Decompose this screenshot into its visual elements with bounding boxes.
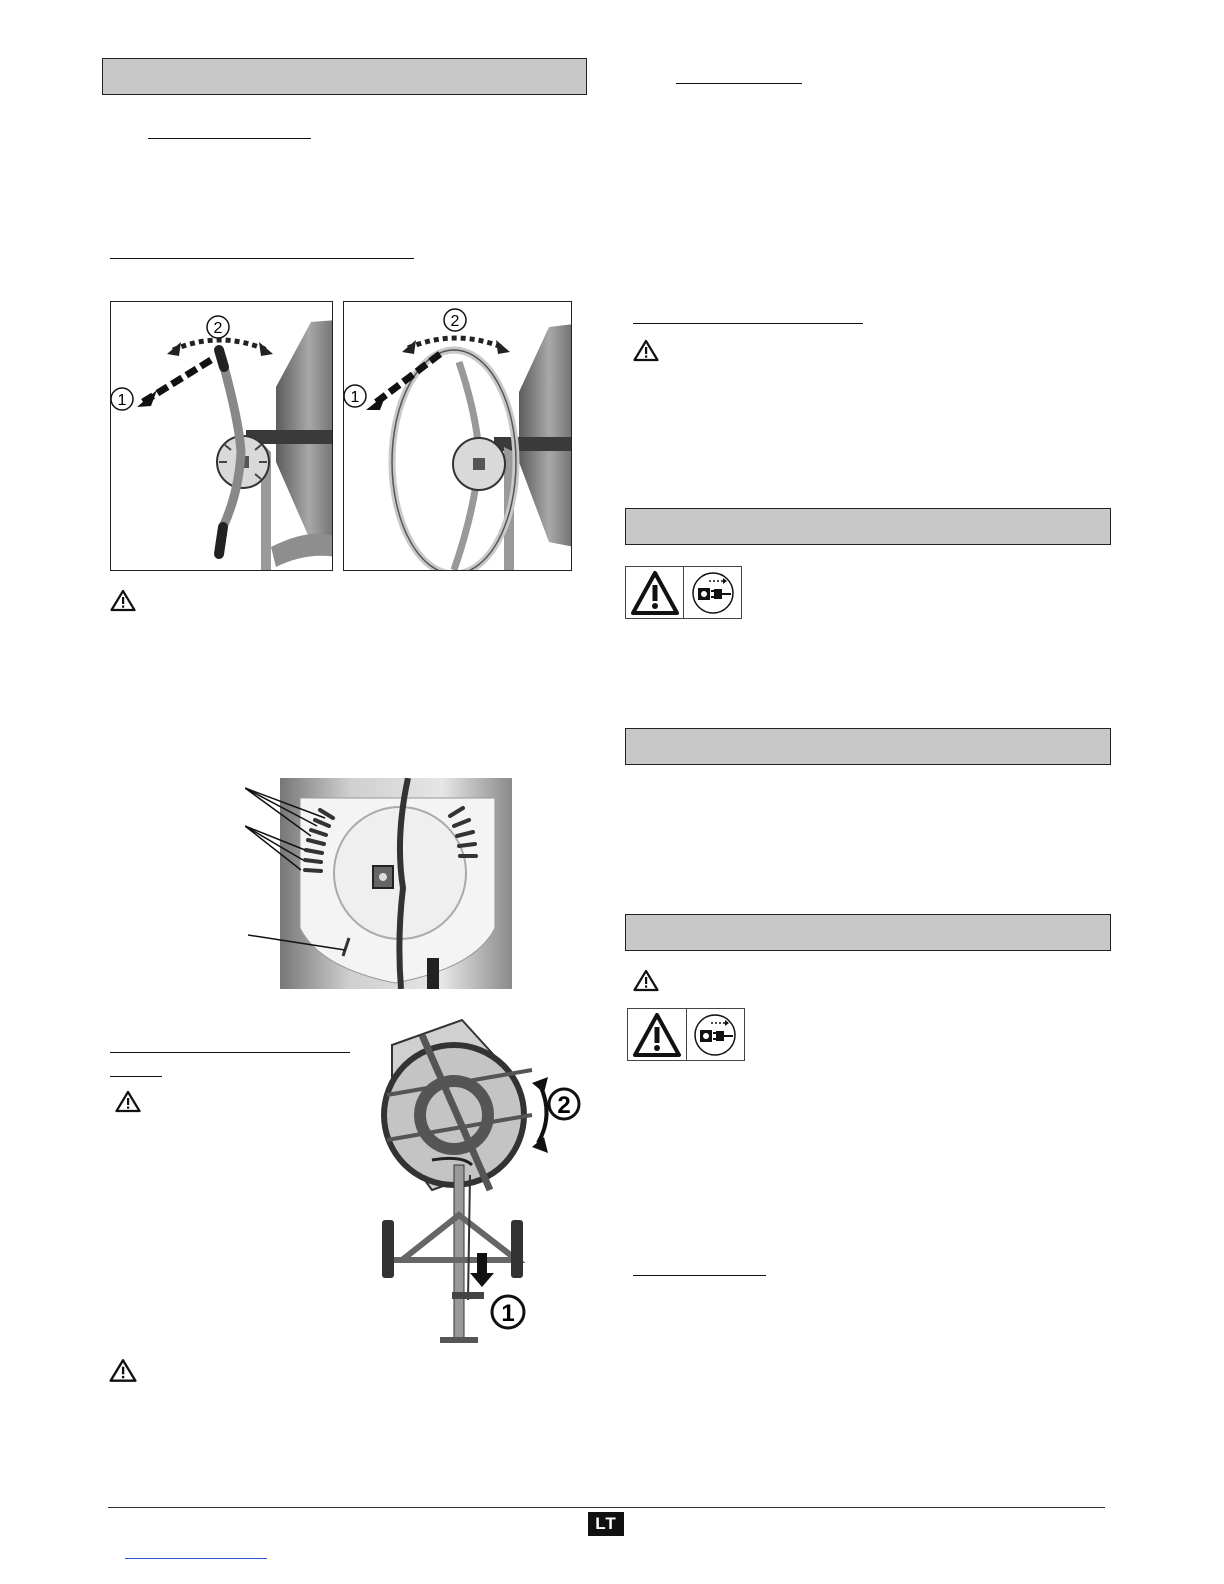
warning-triangle-icon bbox=[633, 339, 659, 362]
section-header-bar-2 bbox=[625, 508, 1111, 545]
step-2-label: 2 bbox=[450, 313, 460, 330]
warning-triangle-icon bbox=[109, 1358, 137, 1383]
unplug-sign-cell bbox=[686, 1009, 745, 1060]
language-badge: LT bbox=[588, 1512, 624, 1536]
tilt-mechanism-illustration bbox=[372, 1015, 584, 1348]
section-header-bar-4 bbox=[625, 914, 1111, 951]
figure-drum-wheel bbox=[343, 301, 572, 571]
subheading-underline bbox=[676, 83, 802, 84]
drum-wheel-illustration bbox=[344, 302, 572, 571]
subheading-underline bbox=[633, 1275, 766, 1276]
ratchet-plate-illustration bbox=[245, 778, 512, 989]
subheading-underline bbox=[110, 1052, 350, 1053]
warning-triangle-icon bbox=[632, 1012, 682, 1058]
warning-triangle-icon bbox=[630, 570, 680, 616]
safety-sign-box bbox=[625, 566, 742, 619]
subheading-underline bbox=[110, 258, 414, 259]
figure-tilt-mechanism bbox=[372, 1015, 584, 1348]
step-1-label: 1 bbox=[501, 1300, 515, 1327]
section-header-bar-3 bbox=[625, 728, 1111, 765]
figure-drum-handle bbox=[110, 301, 333, 571]
step-1-label: 1 bbox=[350, 389, 360, 406]
warning-triangle-icon bbox=[633, 969, 659, 992]
subheading-underline bbox=[148, 138, 311, 139]
safety-sign-box bbox=[627, 1008, 745, 1061]
figure-ratchet-plate bbox=[245, 778, 512, 989]
warning-sign-cell bbox=[628, 1009, 686, 1060]
unplug-mains-icon bbox=[691, 1014, 739, 1056]
step-1-label: 1 bbox=[117, 392, 127, 409]
footer-rule bbox=[108, 1507, 1105, 1508]
unplug-sign-cell bbox=[683, 567, 741, 618]
step-2-label: 2 bbox=[557, 1092, 571, 1119]
footer-link-underline[interactable] bbox=[125, 1558, 267, 1559]
subheading-underline bbox=[633, 323, 863, 324]
drum-handle-illustration bbox=[111, 302, 333, 571]
section-header-bar-1 bbox=[102, 58, 587, 95]
unplug-mains-icon bbox=[689, 572, 737, 614]
step-2-label: 2 bbox=[213, 320, 223, 337]
subheading-underline-short bbox=[110, 1076, 162, 1077]
warning-triangle-icon bbox=[110, 589, 136, 612]
warning-sign-cell bbox=[626, 567, 683, 618]
warning-triangle-icon bbox=[115, 1090, 141, 1113]
